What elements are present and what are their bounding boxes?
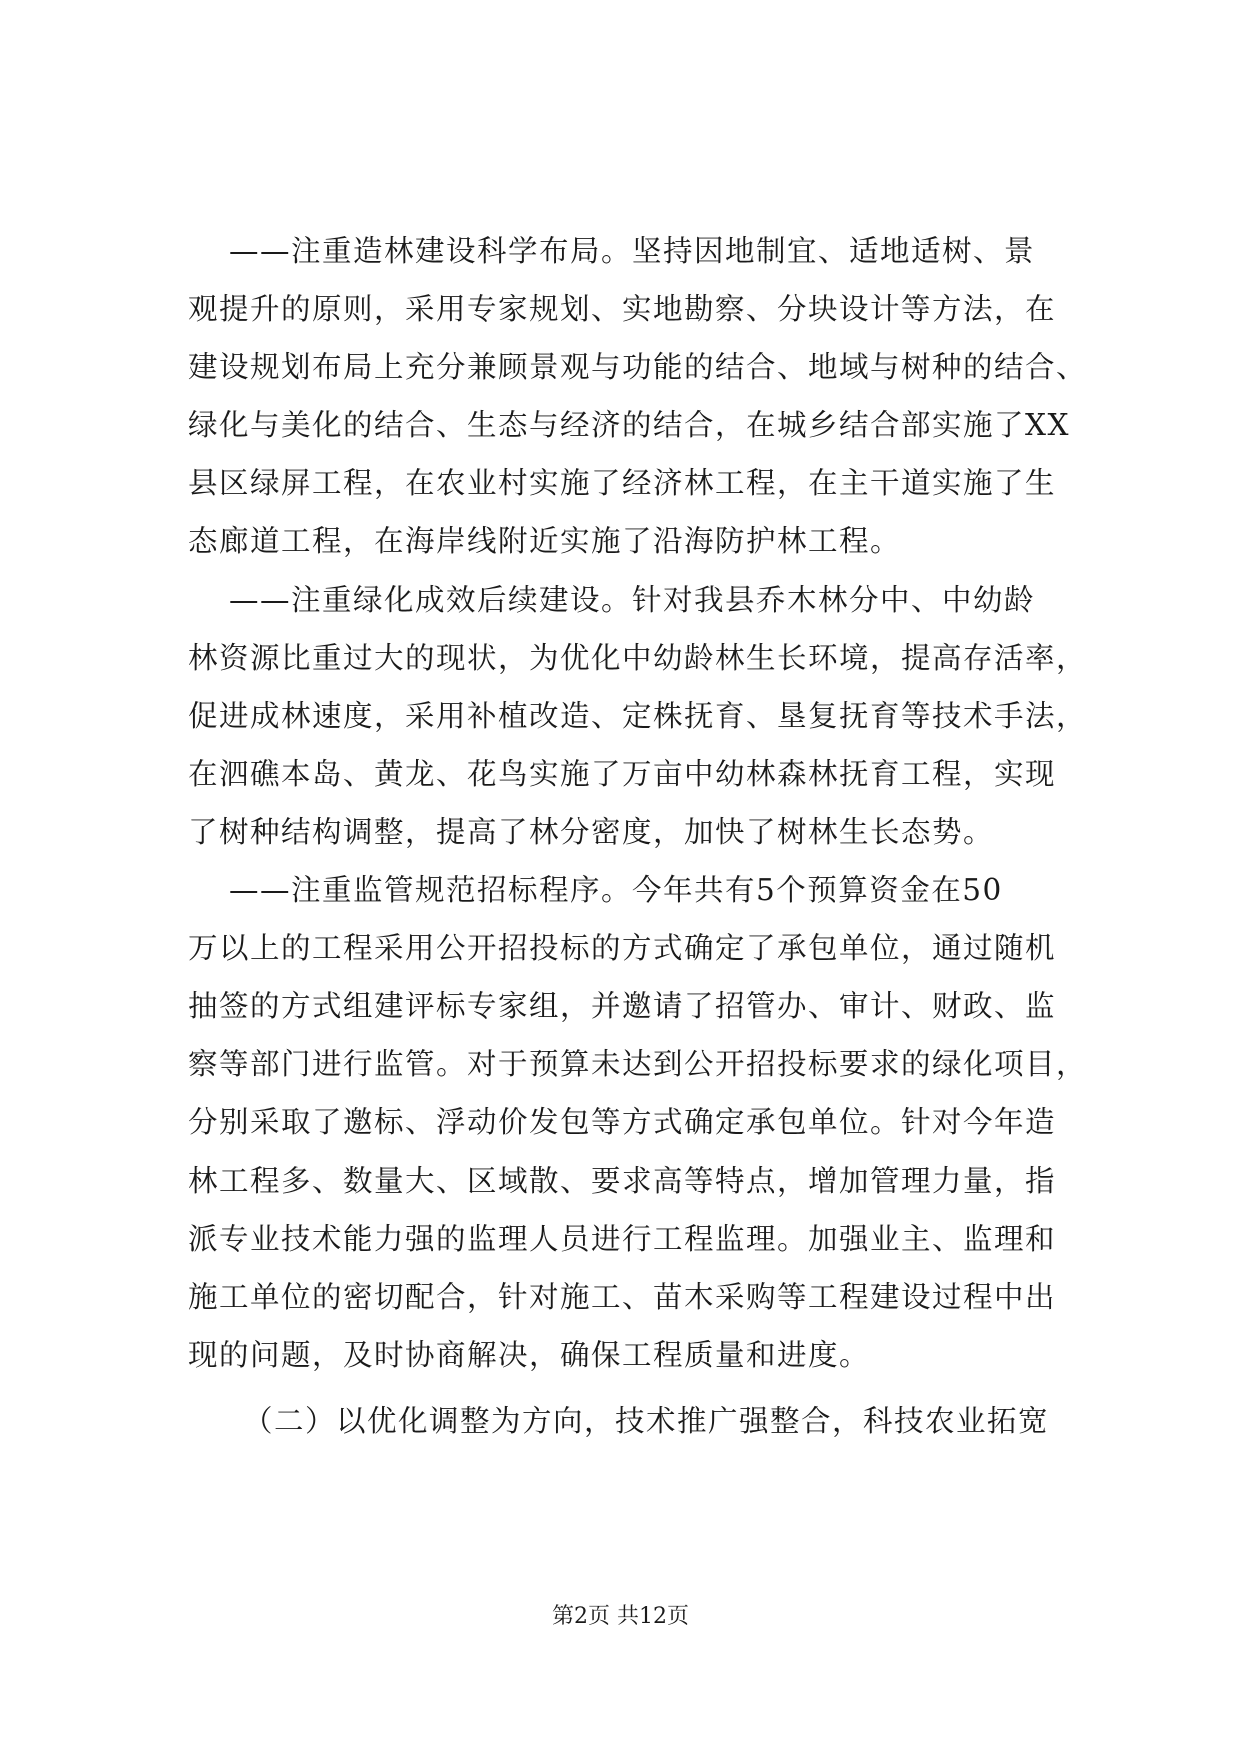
paragraph-line: 分别采取了邀标、浮动价发包等方式确定承包单位。针对今年造 [188, 1105, 1057, 1140]
paragraph-line: 态廊道工程，在海岸线附近实施了沿海防护林工程。 [188, 524, 902, 559]
paragraph-line: ——注重造林建设科学布局。坚持因地制宜、适地适树、景 [229, 234, 1036, 268]
paragraph-line: 促进成林速度，采用补植改造、定株抚育、垦复抚育等技术手法， [188, 698, 1088, 733]
paragraph-line: 察等部门进行监管。对于预算未达到公开招投标要求的绿化项目， [188, 1047, 1088, 1082]
page-footer: 第2页 共12页 [552, 1604, 689, 1629]
paragraph-line: 建设规划布局上充分兼顾景观与功能的结合、地域与树种的结合、 [188, 350, 1088, 385]
paragraph-line: 林资源比重过大的现状，为优化中幼龄林生长环境，提高存活率， [188, 640, 1088, 675]
paragraph-line: 施工单位的密切配合，针对施工、苗木采购等工程建设过程中出 [188, 1279, 1057, 1314]
paragraph-line: 观提升的原则，采用专家规划、实地勘察、分块设计等方法，在 [188, 292, 1057, 327]
paragraph-line: 了树种结构调整，提高了林分密度，加快了树林生长态势。 [188, 814, 995, 849]
paragraph-line: 绿化与美化的结合、生态与经济的结合，在城乡结合部实施了XX [188, 408, 1071, 443]
paragraph-line: 派专业技术能力强的监理人员进行工程监理。加强业主、监理和 [188, 1221, 1057, 1256]
document-body [188, 222, 1088, 1450]
section-heading: （二）以优化调整为方向，技术推广强整合，科技农业拓宽 [243, 1403, 1050, 1438]
paragraph-line: 抽签的方式组建评标专家组，并邀请了招管办、审计、财政、监 [188, 989, 1057, 1024]
paragraph-line: 万以上的工程采用公开招投标的方式确定了承包单位，通过随机 [188, 931, 1057, 966]
paragraph-line: 在泗礁本岛、黄龙、花鸟实施了万亩中幼林森林抚育工程，实现 [188, 756, 1057, 791]
paragraph-line: ——注重监管规范招标程序。今年共有5个预算资金在50 [229, 873, 1003, 908]
paragraph-line: 林工程多、数量大、区域散、要求高等特点，增加管理力量，指 [188, 1163, 1057, 1198]
paragraph-line: 县区绿屏工程，在农业村实施了经济林工程，在主干道实施了生 [188, 466, 1057, 501]
paragraph-line: ——注重绿化成效后续建设。针对我县乔木林分中、中幼龄 [229, 582, 1036, 617]
paragraph-line: 现的问题，及时协商解决，确保工程质量和进度。 [188, 1337, 871, 1372]
